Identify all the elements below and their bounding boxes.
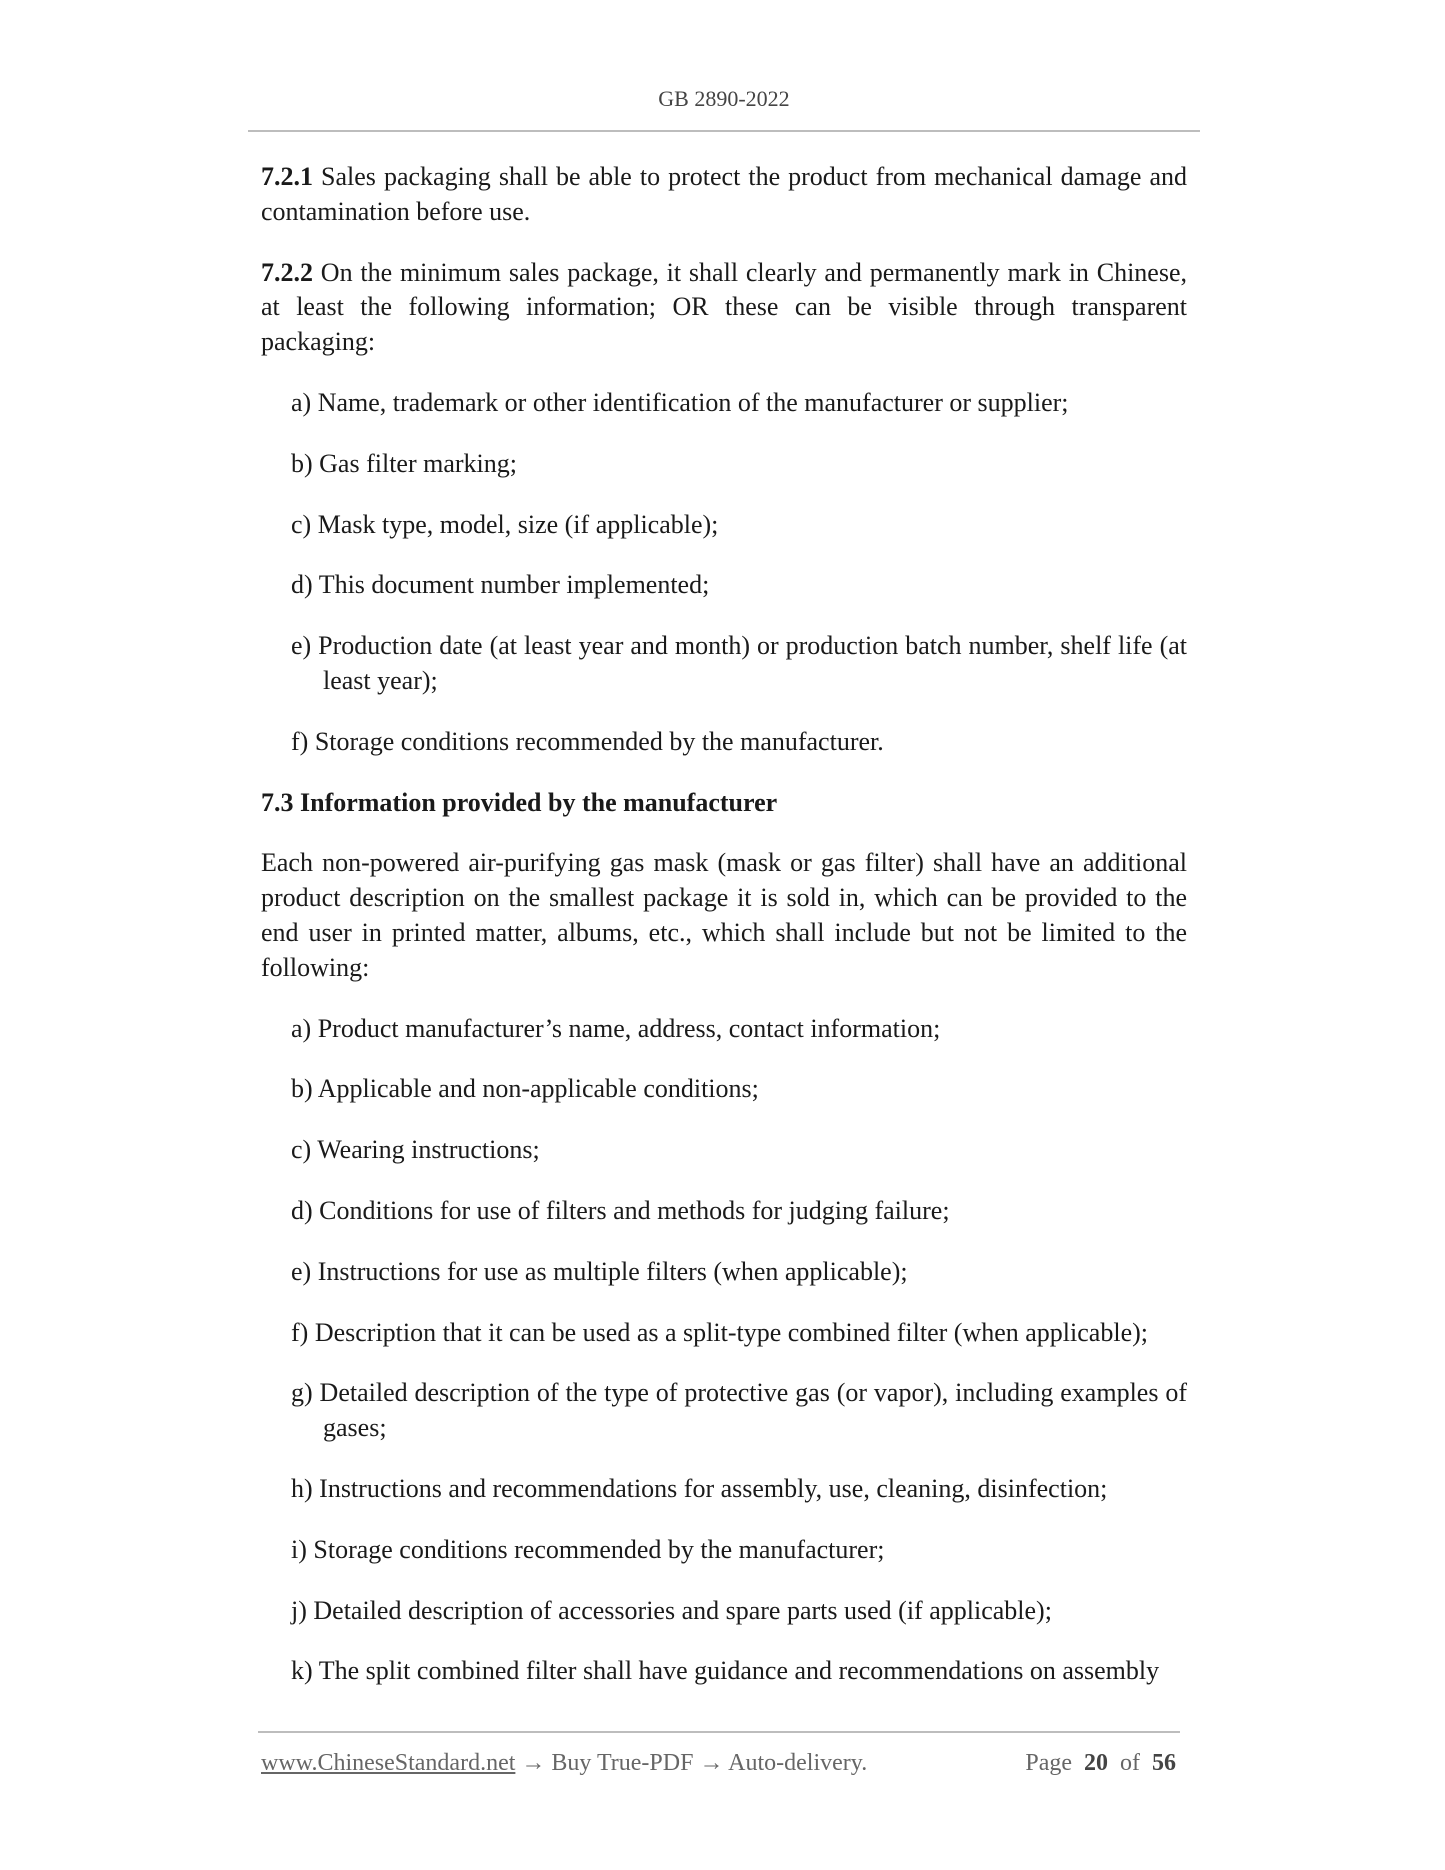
list-item: e) Instructions for use as multiple filters (when applicable); [291, 1256, 908, 1286]
clause-7-2-1 [261, 160, 1187, 230]
list-item: a) Name, trademark or other identification of the manufacturer or supplier; [291, 387, 1069, 417]
section-7-3-list [261, 1012, 1187, 1690]
footer-divider [258, 1731, 1180, 1733]
list-item: f) Description that it can be used as a split-type combined filter (when applicable); [291, 1317, 1148, 1347]
website-link[interactable]: www.ChineseStandard.net [261, 1750, 516, 1776]
auto-delivery-text: Auto-delivery. [728, 1750, 868, 1776]
list-item: i) Storage conditions recommended by the manufacturer; [291, 1534, 885, 1564]
page-current: 20 [1084, 1750, 1108, 1776]
page-indicator [1025, 1750, 1176, 1777]
list-item: d) Conditions for use of filters and methods for judging failure; [291, 1195, 950, 1225]
arrow-icon: → [515, 1750, 552, 1776]
clause-text: Sales packaging shall be able to protect the product from mechanical damage and contamination before use. [261, 162, 1187, 226]
arrow-icon: → [693, 1750, 729, 1776]
list-item: g) Detailed description of the type of protective gas (or vapor), including examples of gases; [291, 1378, 1187, 1443]
clause-7-2-2-list [261, 386, 1187, 760]
list-item: a) Product manufacturer’s name, address, contact information; [291, 1013, 941, 1043]
clause-7-2-2 [261, 256, 1187, 360]
clause-number: 7.2.1 [261, 162, 313, 191]
page-header-title: GB 2890-2022 [658, 86, 790, 111]
list-item: c) Wearing instructions; [291, 1135, 540, 1165]
section-7-3-intro: Each non-powered air-purifying gas mask (mask or gas filter) shall have an additional product description on the smallest package it is sold in, which can be provided to the end user in printed matter, albums, etc., which shall include but not be limited to the following: [261, 848, 1187, 982]
list-item: h) Instructions and recommendations for assembly, use, cleaning, disinfection; [291, 1473, 1108, 1503]
list-item: c) Mask type, model, size (if applicable); [291, 509, 719, 539]
list-item: d) This document number implemented; [291, 570, 710, 600]
clause-text: On the minimum sales package, it shall clearly and permanently mark in Chinese, at least the following information; OR these can be visible through transparent packaging: [261, 257, 1187, 357]
header-divider [248, 130, 1200, 132]
page-total: 56 [1152, 1750, 1176, 1776]
list-item: f) Storage conditions recommended by the manufacturer. [291, 726, 884, 756]
footer-promo [261, 1750, 867, 1777]
list-item: b) Gas filter marking; [291, 448, 517, 478]
page-of: of [1120, 1750, 1140, 1776]
buy-pdf-text: Buy True-PDF [551, 1750, 694, 1776]
list-item: k) The split combined filter shall have guidance and recommendations on assembly [291, 1656, 1160, 1686]
page-label: Page [1025, 1750, 1072, 1776]
list-item: b) Applicable and non-applicable conditions; [291, 1074, 759, 1104]
section-heading-7-3: 7.3 Information provided by the manufacturer [261, 787, 778, 817]
clause-number: 7.2.2 [261, 257, 313, 287]
list-item: j) Detailed description of accessories and spare parts used (if applicable); [291, 1595, 1052, 1625]
list-item: e) Production date (at least year and month) or production batch number, shelf life (at least year); [291, 631, 1187, 695]
document-body [261, 160, 1187, 1715]
